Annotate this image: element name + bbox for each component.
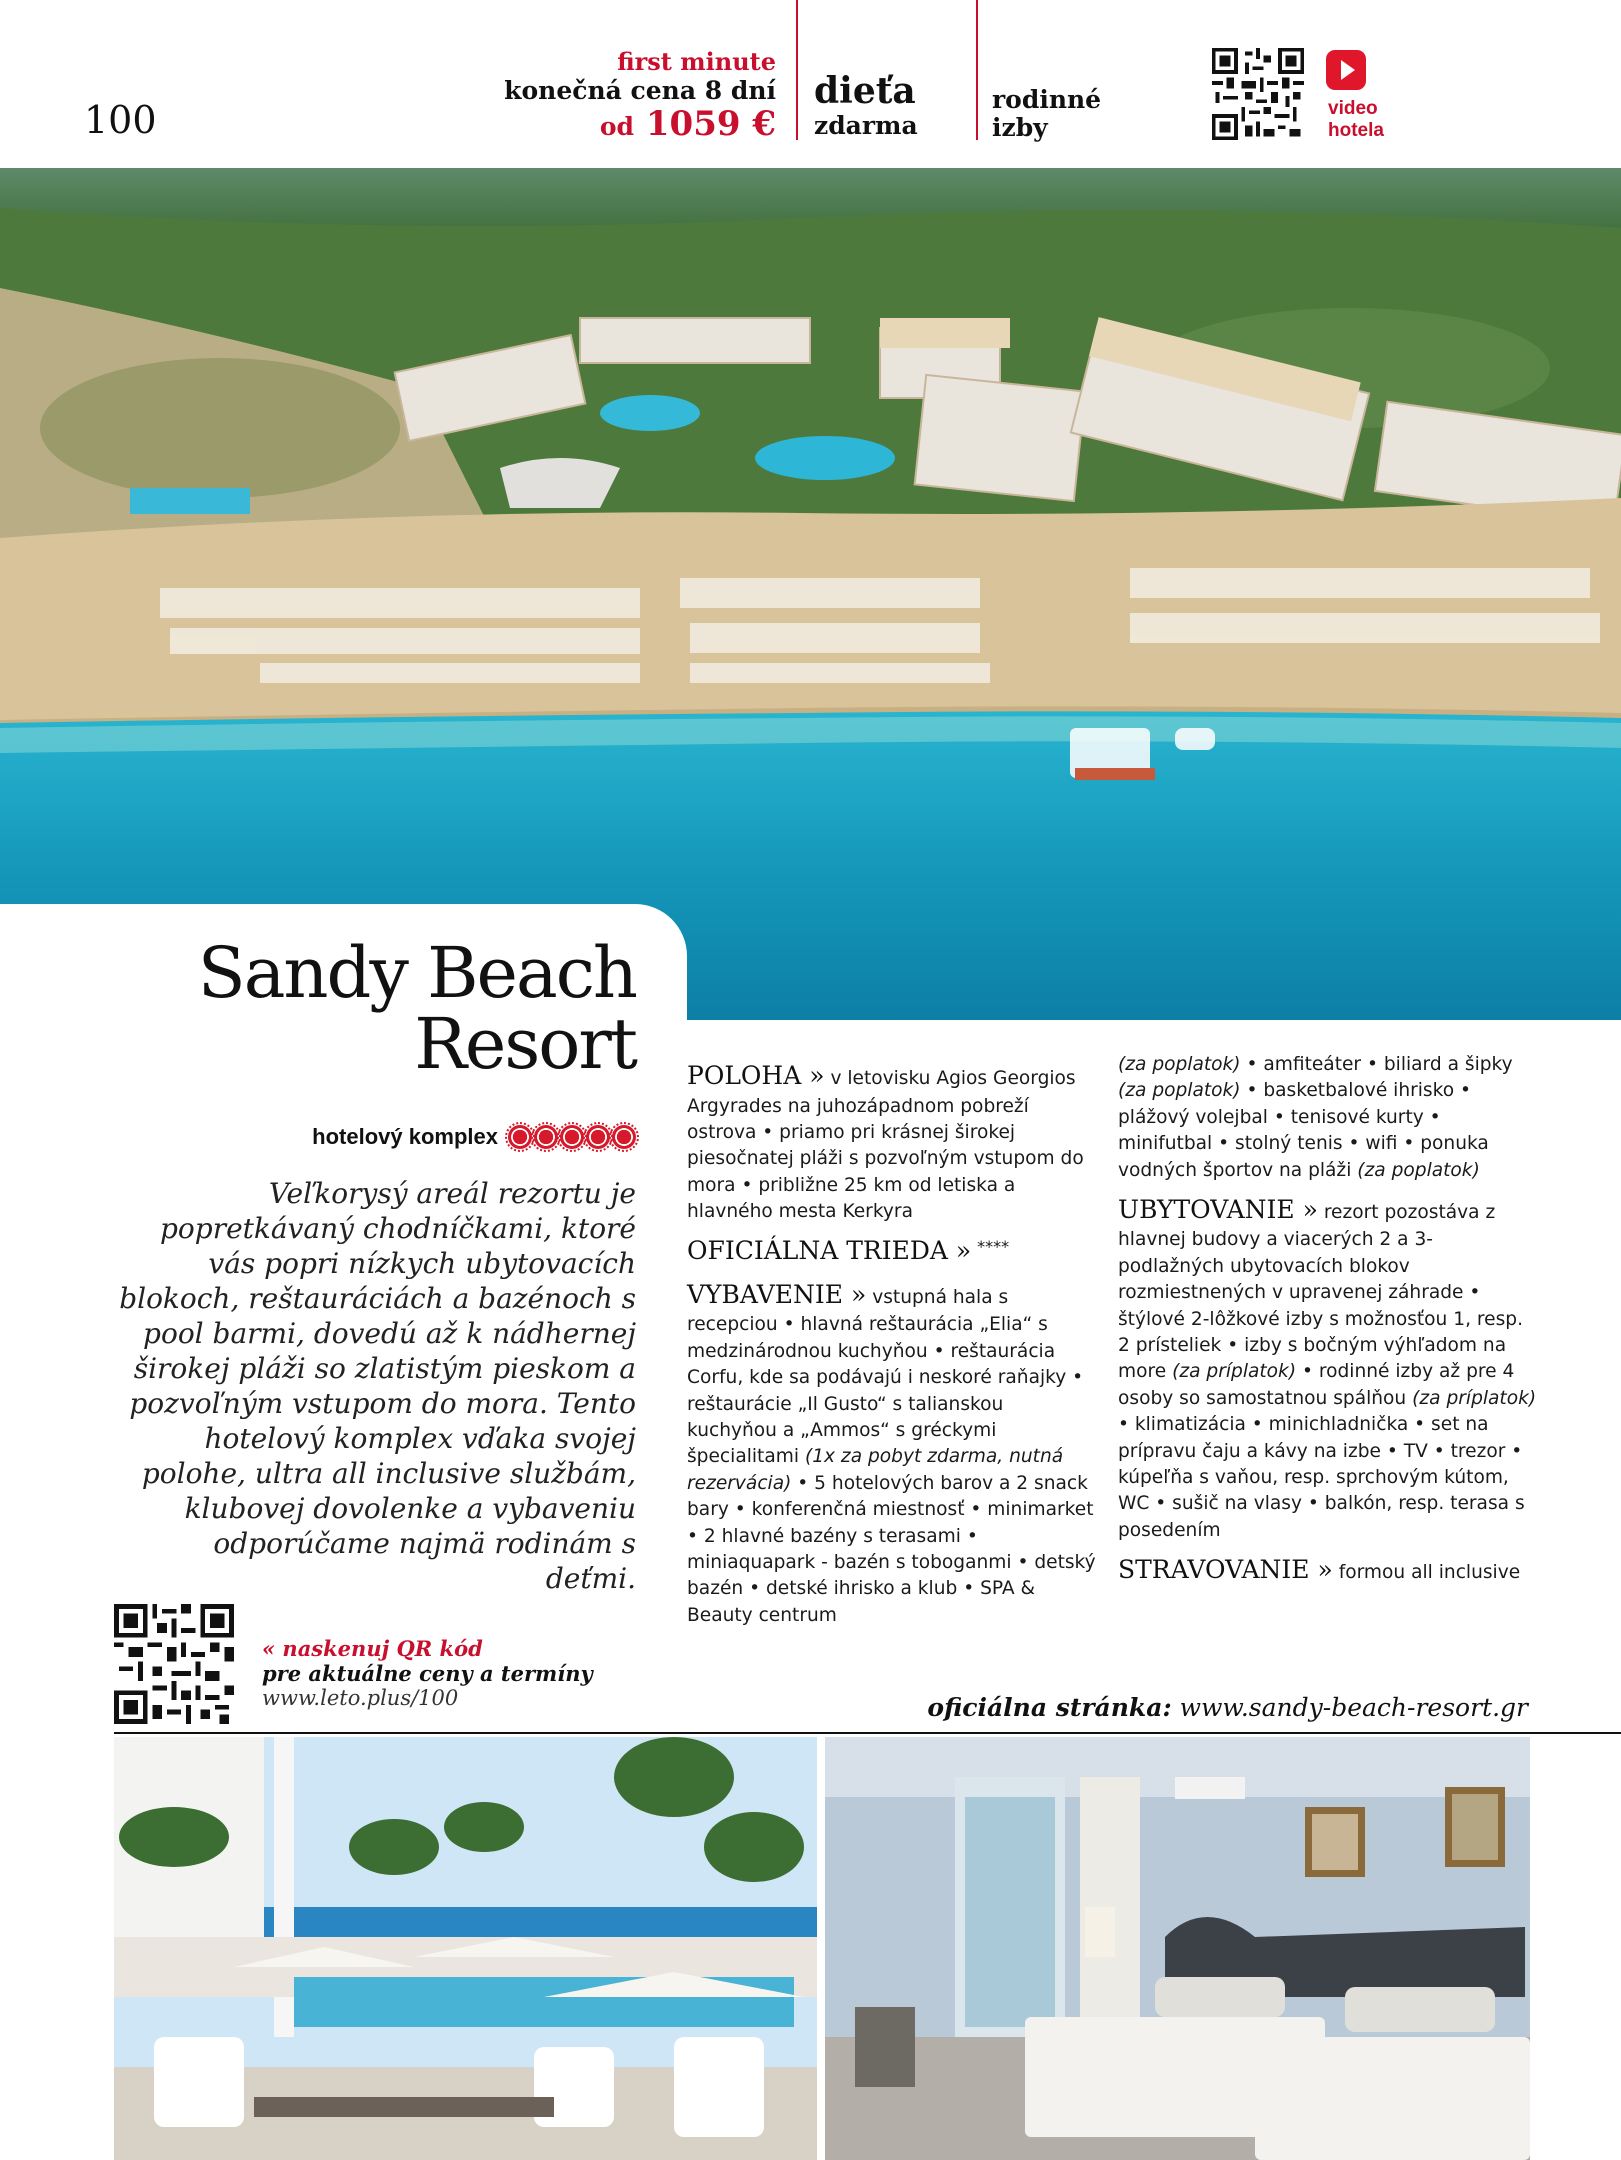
sun-rating-icon bbox=[508, 1125, 532, 1149]
ubytovanie-text-1: rezort pozostáva z hlavnej budovy a viacerých 2 a 3-podlažných ubytovacích blokov rozmiestnených v upravenej záhrade • štýlové 2-lôžkové izby s možnosťou 1, resp. 2 prísteliek • izby s bočným výhľadom na more bbox=[1118, 1201, 1523, 1383]
promo-subtitle: konečná cena 8 dní bbox=[504, 75, 776, 105]
ubytovanie-note-1: (za príplatok) bbox=[1172, 1361, 1297, 1383]
qr-caption-prices: pre aktuálne ceny a termíny bbox=[262, 1661, 593, 1687]
sun-rating-icon bbox=[586, 1125, 610, 1149]
sun-rating bbox=[508, 1125, 636, 1149]
sun-rating-icon bbox=[534, 1125, 558, 1149]
price-prefix: od bbox=[599, 111, 635, 141]
website-url[interactable]: www.sandy-beach-resort.gr bbox=[1179, 1693, 1528, 1722]
poloha-text: v letovisku Agios Georgios Argyrades na juhozápadnom pobreží ostrova • priamo pri krásnej širokej piesočnatej pláži s pozvoľným vstupom do mora • približne 25 km od letiska a hlavného mesta Kerkyra bbox=[687, 1068, 1084, 1223]
header-divider bbox=[796, 0, 798, 140]
ubytovanie-text-3: • klimatizácia • minichladnička • set na prípravu čaju a kávy na izbe • TV • trezor • kúpeľňa s vaňou, resp. sprchovým kútom, WC • sušič na vlasy • balkón, resp. terasa s posedením bbox=[1118, 1414, 1525, 1541]
vybavenie-text-4: • basketbalové ihrisko • plážový volejbal • tenisové kurty • minifutbal • stolný tenis • wifi • ponuka vodných športov na pláži bbox=[1118, 1080, 1489, 1181]
child-free-big: dieťa bbox=[814, 70, 916, 112]
play-video-icon[interactable] bbox=[1326, 50, 1366, 90]
child-free-feature bbox=[814, 72, 918, 139]
stravovanie-text: formou all inclusive bbox=[1338, 1562, 1521, 1584]
qr-caption-scan: « naskenuj QR kód bbox=[262, 1636, 483, 1661]
section-stravovanie bbox=[1118, 1552, 1538, 1588]
promo-label: first minute bbox=[617, 47, 776, 76]
hotel-intro: Veľkorysý areál rezortu je popretkávaný chodníčkami, ktoré vás popri nízkych ubytovacích blokoch, reštauráciách a bazénoch s pool barmi, dovedú až k nádhernej širokej pláži so zlatistým pieskom a pozvoľným vstupom do mora. Tento hotelový komplex vďaka svojej polohe, ultra all inclusive službám, klubovej dovolenke a vybaveniu odporúčame najmä rodinám s deťmi. bbox=[119, 1177, 636, 1595]
header-divider bbox=[976, 0, 978, 140]
family-rooms-line2: izby bbox=[992, 112, 1048, 142]
hotel-category bbox=[312, 1124, 636, 1150]
video-qr-code[interactable] bbox=[1212, 48, 1304, 140]
trieda-heading: OFICIÁLNA TRIEDA » bbox=[687, 1236, 972, 1266]
family-rooms-feature bbox=[992, 86, 1101, 141]
vybavenie-text-3: • amfiteáter • biliard a šipky bbox=[1246, 1054, 1513, 1075]
sun-rating-icon bbox=[612, 1125, 636, 1149]
hotel-name bbox=[197, 932, 636, 1086]
hotel-room-photo bbox=[825, 1737, 1530, 2160]
child-free-small: zdarma bbox=[814, 110, 918, 140]
section-vybavenie bbox=[687, 1277, 1097, 1629]
hotel-name-line2: Resort bbox=[414, 1003, 636, 1086]
vybavenie-note-4: (za poplatok) bbox=[1357, 1159, 1480, 1181]
hotel-name-line1: Sandy Beach bbox=[197, 932, 636, 1014]
family-rooms-line1: rodinné bbox=[992, 85, 1102, 114]
official-website bbox=[927, 1693, 1528, 1722]
category-label: hotelový komplex bbox=[312, 1124, 498, 1149]
prices-qr-code[interactable] bbox=[114, 1604, 234, 1724]
vybavenie-text-1: vstupná hala s recepciou • hlavná reštaurácia „Elia“ s medzinárodnou kuchyňou • reštaurácia Corfu, kde sa podávajú i neskoré raňajky • reštaurácie „Il Gusto“ s talianskou kuchyňou a „Ammos“ s gréckymi špecialitami bbox=[687, 1286, 1084, 1468]
first-minute-promo bbox=[450, 48, 776, 144]
poloha-heading: POLOHA » bbox=[687, 1061, 825, 1090]
section-divider bbox=[114, 1732, 1621, 1734]
vybavenie-note-2: (za poplatok) bbox=[1118, 1054, 1241, 1075]
ubytovanie-text-2: • rodinné izby až pre 4 osoby so samostatnou spálňou bbox=[1118, 1361, 1515, 1409]
vybavenie-note-3: (za poplatok) bbox=[1118, 1080, 1241, 1102]
promo-price bbox=[450, 105, 776, 144]
ubytovanie-heading: UBYTOVANIE » bbox=[1118, 1194, 1318, 1224]
sun-rating-icon bbox=[560, 1125, 584, 1149]
section-vybavenie-continued bbox=[1118, 1052, 1538, 1184]
qr-caption bbox=[262, 1636, 593, 1712]
page-number: 100 bbox=[84, 98, 157, 142]
video-label-line1: video bbox=[1328, 98, 1378, 119]
section-poloha bbox=[687, 1058, 1097, 1225]
ubytovanie-note-2: (za príplatok) bbox=[1412, 1387, 1537, 1409]
vybavenie-text-2: • 5 hotelových barov a 2 snack bary • konferenčná miestnosť • minimarket • 2 hlavné bazény s terasami • miniaquapark - bazén s toboganmi • detský bazén • detské ihrisko a klub • SPA & Beauty centrum bbox=[687, 1472, 1096, 1626]
video-label-line2: hotela bbox=[1328, 119, 1384, 141]
qr-caption-link[interactable]: www.leto.plus/100 bbox=[262, 1686, 459, 1711]
section-trieda bbox=[687, 1233, 1097, 1269]
hero-aerial-photo bbox=[0, 168, 1621, 1020]
section-ubytovanie bbox=[1118, 1192, 1538, 1544]
stravovanie-heading: STRAVOVANIE » bbox=[1118, 1555, 1333, 1585]
vybavenie-note-1: (1x za pobyt zdarma, nutná rezervácia) bbox=[687, 1446, 1064, 1494]
video-label[interactable] bbox=[1328, 98, 1384, 142]
price-value: 1059 € bbox=[645, 103, 776, 144]
info-column-2 bbox=[1118, 1052, 1538, 1596]
vybavenie-heading: VYBAVENIE » bbox=[687, 1279, 867, 1309]
trieda-stars: **** bbox=[977, 1237, 1010, 1257]
info-column-1 bbox=[687, 1058, 1097, 1637]
website-label: oficiálna stránka: bbox=[927, 1693, 1172, 1722]
terrace-pool-photo bbox=[114, 1737, 817, 2160]
